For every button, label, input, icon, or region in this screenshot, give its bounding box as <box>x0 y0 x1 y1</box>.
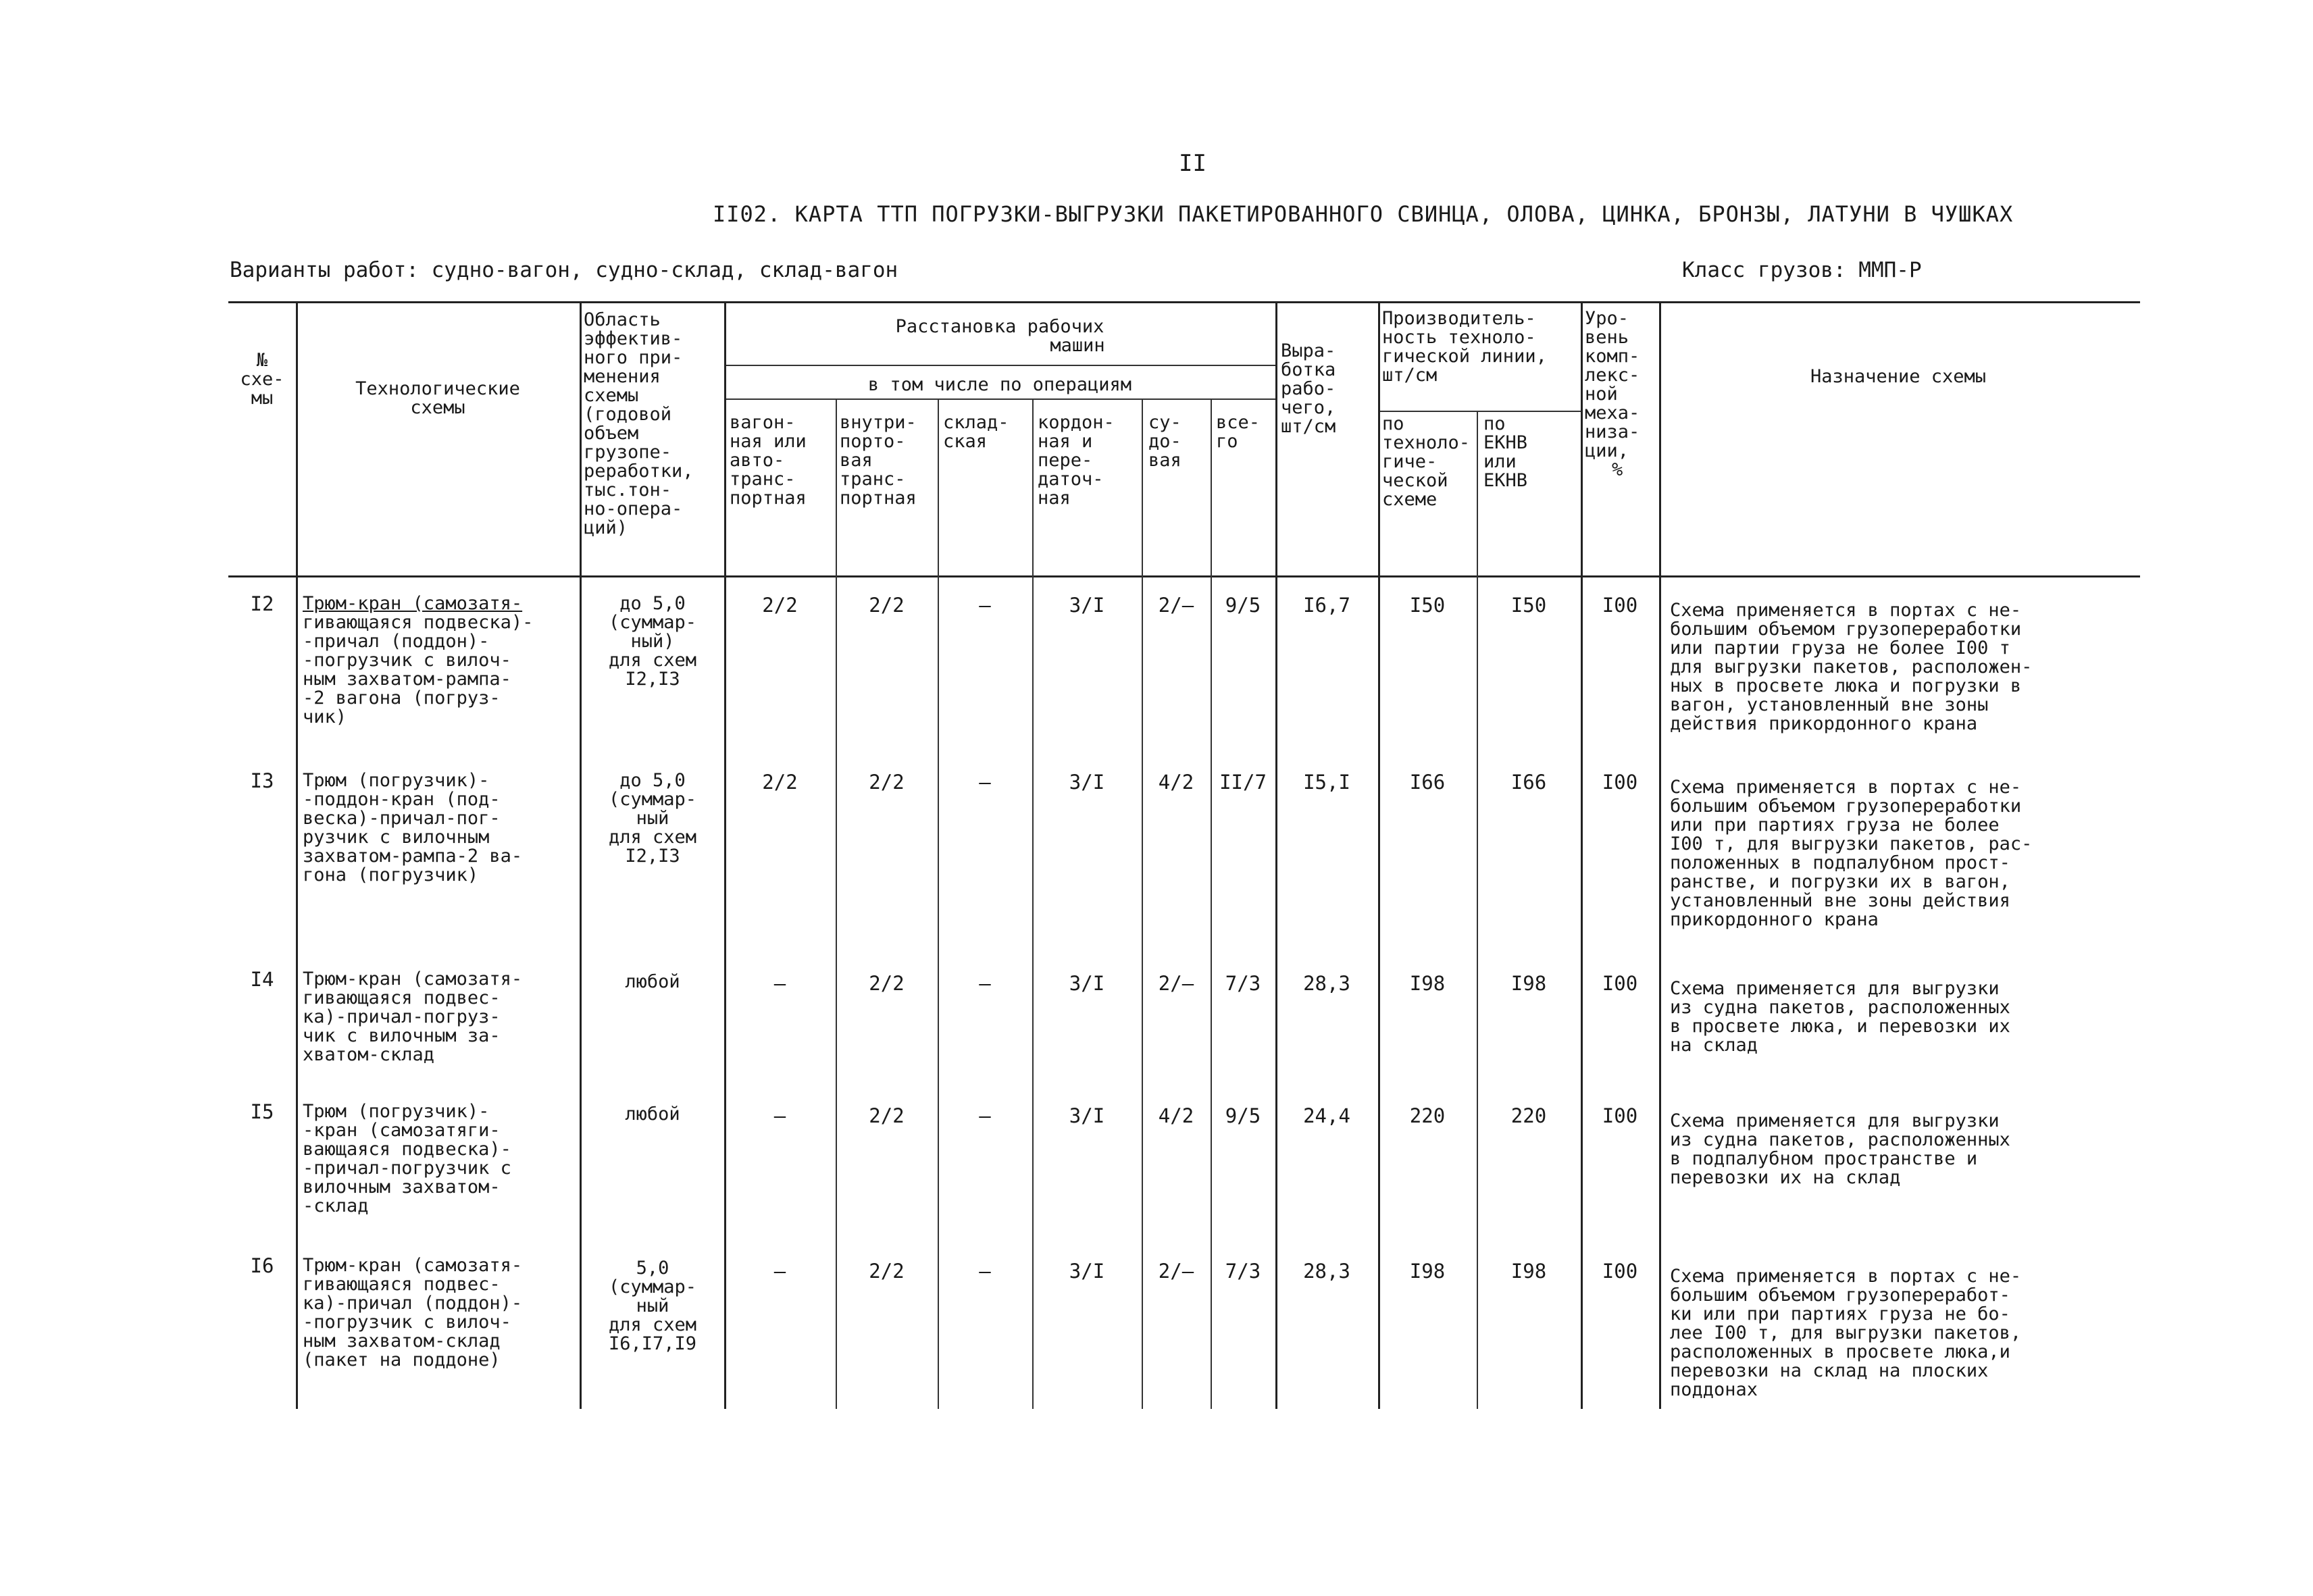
row-number: I4 <box>250 968 274 991</box>
row-warehouse: – <box>979 594 991 617</box>
row-total: 9/5 <box>1225 594 1261 617</box>
row-area: до 5,0 (суммар- ный) для схем I2,I3 <box>608 593 697 690</box>
row-internal: 2/2 <box>869 771 905 794</box>
header-purpose: Назначение схемы <box>1810 366 1987 387</box>
document-title: II02. КАРТА ТТП ПОГРУЗКИ-ВЫГРУЗКИ ПАКЕТИРОВАННОГО СВИНЦА, ОЛОВА, ЦИНКА, БРОНЗЫ, ЛАТУНИ В ЧУШКАХ <box>713 201 2014 227</box>
row-warehouse: – <box>979 1260 991 1283</box>
row-wagon: – <box>773 1104 786 1127</box>
header-total: все- го <box>1216 412 1261 452</box>
row-output: 28,3 <box>1303 972 1350 995</box>
row-by-scheme: 220 <box>1409 1104 1446 1127</box>
row-by-eknv: I98 <box>1510 1260 1547 1283</box>
row-level: I00 <box>1602 1260 1638 1283</box>
row-level: I00 <box>1602 972 1638 995</box>
row-warehouse: – <box>979 1104 991 1127</box>
row-by-eknv: I66 <box>1510 771 1547 794</box>
row-number: I6 <box>250 1254 274 1277</box>
row-by-eknv: I98 <box>1510 972 1547 995</box>
row-purpose: Схема применяется в портах с не- большим объемом грузопереработки или партии груза не более I00 т для выгрузки пакетов, расположен- ных в просвете люка и погрузки в вагон, установленный вне зоны действия прикордонного крана <box>1670 600 2033 734</box>
row-purpose: Схема применяется для выгрузки из судна пакетов, расположенных в просвете люка, и перевозки их на склад <box>1670 978 2010 1056</box>
header-cordon: кордон- ная и пере- даточ- ная <box>1038 412 1115 509</box>
row-level: I00 <box>1602 1104 1638 1127</box>
row-level: I00 <box>1602 771 1638 794</box>
row-output: 28,3 <box>1303 1260 1350 1283</box>
row-purpose: Схема применяется в портах с не- большим объемом грузопереработ- ки или при партиях груза не бо- лее I00 т, для выгрузки пакетов, расположенных в просвете люка,и перевозки на склад на плоских поддонах <box>1670 1266 2022 1400</box>
row-wagon: 2/2 <box>762 771 798 794</box>
row-cordon: 3/I <box>1069 594 1105 617</box>
row-area: до 5,0 (суммар- ный для схем I2,I3 <box>608 770 697 867</box>
header-ship: су- до- вая <box>1148 412 1181 471</box>
row-scheme: Трюм (погрузчик)- -поддон-кран (под- веска)-причал-пог- рузчик с вилочным захватом-рампа-2 ва- гона (погрузчик) <box>303 770 523 885</box>
header-scheme-number: № схе- мы <box>240 350 284 409</box>
row-area: любой <box>625 971 680 992</box>
row-number: I3 <box>250 769 274 792</box>
row-purpose: Схема применяется для выгрузки из судна пакетов, расположенных в подпалубном пространстве и перевозки их на склад <box>1670 1110 2010 1188</box>
row-cordon: 3/I <box>1069 972 1105 995</box>
row-area: 5,0 (суммар- ный для схем I6,I7,I9 <box>608 1258 697 1354</box>
row-ship: 4/2 <box>1158 1104 1194 1127</box>
row-output: 24,4 <box>1303 1104 1350 1127</box>
header-effective-area: Область эффектив- ного при- менения схемы (годовой объем грузопе- реработки, тыс.тон- но-опера- ций) <box>584 309 694 538</box>
row-wagon: – <box>773 972 786 995</box>
header-wagon: вагон- ная или авто- транс- портная <box>730 412 807 509</box>
row-by-scheme: I66 <box>1409 771 1446 794</box>
header-machine-placement: Расстановка рабочих машин <box>895 316 1105 356</box>
row-cordon: 3/I <box>1069 771 1105 794</box>
row-purpose: Схема применяется в портах с не- большим объемом грузопереработки или при партиях груза не более I00 т, для выгрузки пакетов, рас- положенных в подпалубном прост- ранстве, и погрузки их в вагон, установленный вне зоны действия прикордонного крана <box>1670 777 2033 930</box>
row-ship: 2/– <box>1158 1260 1194 1283</box>
row-ship: 2/– <box>1158 594 1194 617</box>
row-cordon: 3/I <box>1069 1104 1105 1127</box>
row-wagon: 2/2 <box>762 594 798 617</box>
work-variants: Варианты работ: судно-вагон, судно-склад, склад-вагон <box>230 258 898 282</box>
page-number: II <box>1179 150 1206 177</box>
row-output: I5,I <box>1303 771 1350 794</box>
row-scheme: Трюм (погрузчик)- -кран (самозатяги- вающаяся подвеска)- -причал-погрузчик с вилочным захватом- -склад <box>303 1101 511 1216</box>
cargo-class: Класс грузов: ММП-Р <box>1682 258 1922 282</box>
row-total: 7/3 <box>1225 972 1261 995</box>
row-internal: 2/2 <box>869 972 905 995</box>
header-warehouse: склад- ская <box>943 412 1009 452</box>
row-warehouse: – <box>979 972 991 995</box>
row-by-scheme: I98 <box>1409 972 1446 995</box>
row-wagon: – <box>773 1260 786 1283</box>
header-by-eknv: по ЕКНВ или ЕКНВ <box>1483 413 1528 491</box>
row-internal: 2/2 <box>869 1104 905 1127</box>
row-number: I2 <box>250 592 274 615</box>
header-internal-port: внутри- порто- вая транс- портная <box>840 412 917 509</box>
row-by-eknv: I50 <box>1510 594 1547 617</box>
header-mechanization-level: Уро- вень комп- лекс- ной меха- низа- ции, % <box>1585 308 1640 480</box>
row-by-scheme: I98 <box>1409 1260 1446 1283</box>
row-output: I6,7 <box>1303 594 1350 617</box>
row-total: II/7 <box>1219 771 1267 794</box>
header-output: Выра- ботка рабо- чего, шт/см <box>1281 340 1336 437</box>
row-by-scheme: I50 <box>1409 594 1446 617</box>
row-total: 7/3 <box>1225 1260 1261 1283</box>
row-warehouse: – <box>979 771 991 794</box>
header-technological-schemes: Технологические схемы <box>355 378 520 418</box>
header-by-operations: в том числе по операциям <box>867 374 1132 395</box>
row-internal: 2/2 <box>869 1260 905 1283</box>
header-by-scheme: по техноло- гиче- ческой схеме <box>1382 413 1471 510</box>
row-internal: 2/2 <box>869 594 905 617</box>
row-ship: 2/– <box>1158 972 1194 995</box>
row-ship: 4/2 <box>1158 771 1194 794</box>
row-scheme: Трюм-кран (самозатя- гивающаяся подвеска)- -причал (поддон)- -погрузчик с вилоч- ным захватом-рампа- -2 вагона (погруз- чик) <box>303 593 534 727</box>
row-area: любой <box>625 1104 680 1125</box>
row-level: I00 <box>1602 594 1638 617</box>
row-scheme: Трюм-кран (самозатя- гивающаяся подвес- ка)-причал (поддон)- -погрузчик с вилоч- ным захватом-склад (пакет на поддоне) <box>303 1255 523 1370</box>
row-cordon: 3/I <box>1069 1260 1105 1283</box>
header-productivity: Производитель- ность техноло- гической линии, шт/см <box>1382 308 1547 386</box>
row-scheme: Трюм-кран (самозатя- гивающаяся подвес- ка)-причал-погруз- чик с вилочным за- хватом-склад <box>303 969 523 1065</box>
row-number: I5 <box>250 1100 274 1123</box>
row-total: 9/5 <box>1225 1104 1261 1127</box>
row-by-eknv: 220 <box>1510 1104 1547 1127</box>
